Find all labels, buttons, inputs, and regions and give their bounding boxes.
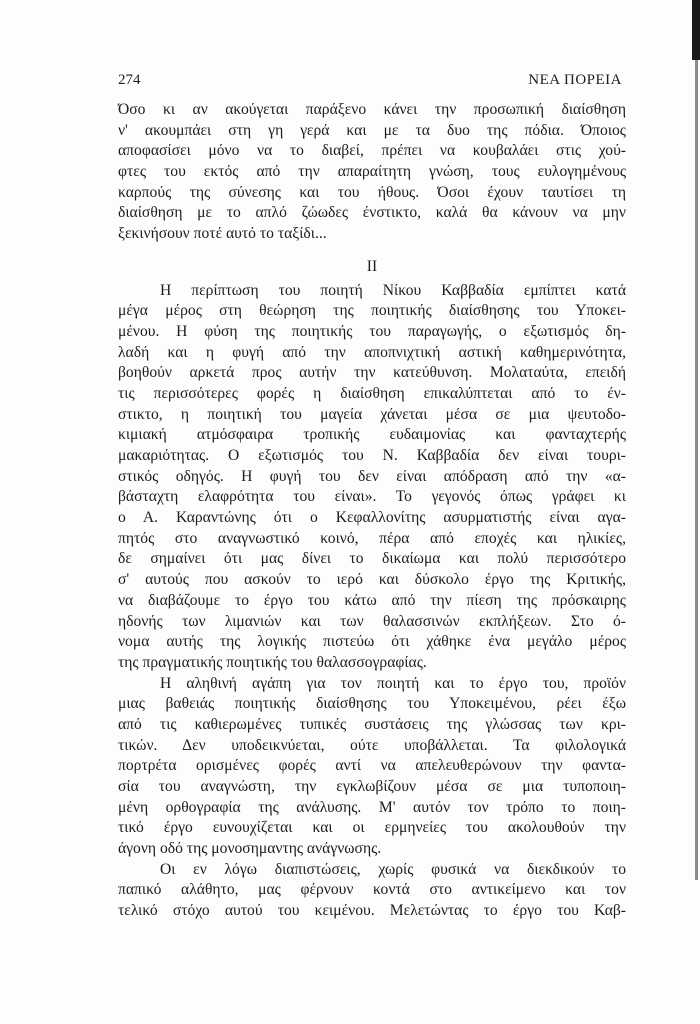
scan-edge-mark bbox=[692, 0, 700, 60]
text-line: ηδονής των λιμανιών και των θαλασσινών εκπλήξεων. Στο ό- bbox=[118, 612, 626, 630]
text-line: στικός οδηγός. Η φυγή του δεν είναι απόδραση από την «α- bbox=[118, 467, 626, 485]
text-line: Η αληθινή αγάπη για τον ποιητή και το έργο του, προϊόν bbox=[160, 674, 626, 692]
text-line: παπικό αλάθητο, μας φέρνουν κοντά στο αντικείμενο και τον bbox=[118, 881, 626, 899]
scan-edge-shadow bbox=[695, 60, 698, 880]
text-line: ξεκινήσουν ποτέ αυτό το ταξίδι... bbox=[118, 225, 327, 243]
paragraph-2 bbox=[118, 674, 626, 860]
text-line: δε σημαίνει ότι μας δίνει το δικαίωμα και πολύ περισσότερο bbox=[118, 550, 626, 568]
text-line: τις περισσότερες φορές η διαίσθηση επικαλύπτεται από το έν- bbox=[118, 384, 626, 402]
text-line: βάσταχτη ελαφρότητα του είναι». Το γεγονός όπως γράφει κι bbox=[118, 488, 626, 506]
text-line: μιας βαθειάς ποιητικής διαίσθησης του Υποκειμένου, ρέει έξω bbox=[118, 695, 626, 713]
body-text bbox=[118, 100, 626, 922]
text-line: πητός στο αναγνωστικό κοινό, πέρα από εποχές και ηλικίες, bbox=[118, 529, 626, 547]
text-line: αποφασίσει μόνο να το διαβεί, πρέπει να κουβαλάει στις χού- bbox=[118, 142, 626, 160]
text-line: φτες του εκτός από την απαραίτητη γνώση, τους ευλογημένους bbox=[118, 163, 626, 181]
text-line: Οι εν λόγω διαπιστώσεις, χωρίς φυσικά να διεκδικούν το bbox=[160, 860, 626, 878]
text-line: κιμιακή ατμόσφαιρα τροπικής ευδαιμονίας και φανταχτερής bbox=[118, 426, 626, 444]
text-line: λαδή και η φυγή από την αποπνιχτική αστική καθημερινότητα, bbox=[118, 343, 626, 361]
text-line: από τις καθιερωμένες τυπικές συστάσεις της γλώσσας των κρι- bbox=[118, 715, 626, 733]
text-line: ο Α. Καραντώνης ότι ο Κεφαλλονίτης ασυρματιστής είναι αγα- bbox=[118, 509, 626, 527]
text-line: πορτρέτα ορισμένες φορές αντί να απελευθερώνουν την φαντα- bbox=[118, 757, 626, 775]
section-numeral: ΙΙ bbox=[366, 257, 378, 275]
page-number: 274 bbox=[118, 72, 141, 88]
text-line: μένου. Η φύση της ποιητικής του παραγωγής, ο εξωτισμός δη- bbox=[118, 322, 626, 340]
text-line: Όσο κι αν ακούγεται παράξενο κάνει την προσωπική διαίσθηση bbox=[118, 101, 626, 118]
text-line: σία του αναγνώστη, την εγκλωβίζουν μέσα σε μια τυποποιη- bbox=[118, 778, 626, 795]
text-line: τικών. Δεν υποδεικνύεται, ούτε υποβάλλεται. Τα φιλολογικά bbox=[118, 736, 626, 754]
text-line: τικό έργο ευνουχίζεται και οι ερμηνείες του ακολουθούν την bbox=[118, 819, 626, 837]
text-line: στικτο, η ποιητική του μαγεία χάνεται μέσα σε μια ψευτοδο- bbox=[118, 405, 626, 423]
text-line: βοηθούν αρκετά προς αυτήν την κατεύθυνση. Μολαταύτα, επειδή bbox=[118, 364, 626, 382]
text-line: να διαβάζουμε το έργο του κάτω από την πίεση της πρόσκαιρης bbox=[118, 591, 626, 609]
paragraph-1 bbox=[118, 281, 626, 674]
paragraph-3 bbox=[118, 860, 626, 922]
text-line: μακαριότητας. Ο εξωτισμός του Ν. Καββαδία δεν είναι τουρι- bbox=[118, 447, 626, 464]
text-line: άγονη οδό της μονοσημαντης ανάγνωσης. bbox=[118, 840, 382, 858]
text-line: σ' αυτούς που ασκούν το ιερό και δύσκολο έργο της Κριτικής, bbox=[118, 571, 626, 589]
text-line: ν' ακουμπάει στη γη γερά και με τα δυο της πόδια. Όποιος bbox=[118, 121, 626, 139]
text-line: της πραγματικής ποιητικής του θαλασσογραφίας. bbox=[118, 653, 427, 671]
text-line: τελικό στόχο αυτού του κειμένου. Μελετώντας το έργο του Καβ- bbox=[118, 902, 626, 920]
running-header bbox=[118, 72, 622, 94]
text-line: μέγα μέρος στη θεώρηση της ποιητικής διαίσθησης του Υποκει- bbox=[118, 302, 626, 320]
journal-title: ΝΕΑ ΠΟΡΕΙΑ bbox=[528, 72, 622, 88]
paragraph-intro bbox=[118, 100, 626, 245]
text-line: Η περίπτωση του ποιητή Νίκου Καββαδία εμπίπτει κατά bbox=[160, 281, 626, 299]
text-line: νομα αυτής της λογικής πιστεύω ότι χάθηκε ένα μεγάλο μέρος bbox=[118, 633, 626, 651]
text-line: μένη ορθογραφία της ανάλυσης. Μ' αυτόν τον τρόπο το ποιη- bbox=[118, 798, 626, 816]
text-line: διαίσθηση με το απλό ζώωδες ένστικτο, καλά θα κάνουν να μην bbox=[118, 204, 626, 222]
text-line: καρπούς της σύνεσης και του ήθους. Όσοι έχουν ταυτίσει τη bbox=[118, 183, 626, 201]
